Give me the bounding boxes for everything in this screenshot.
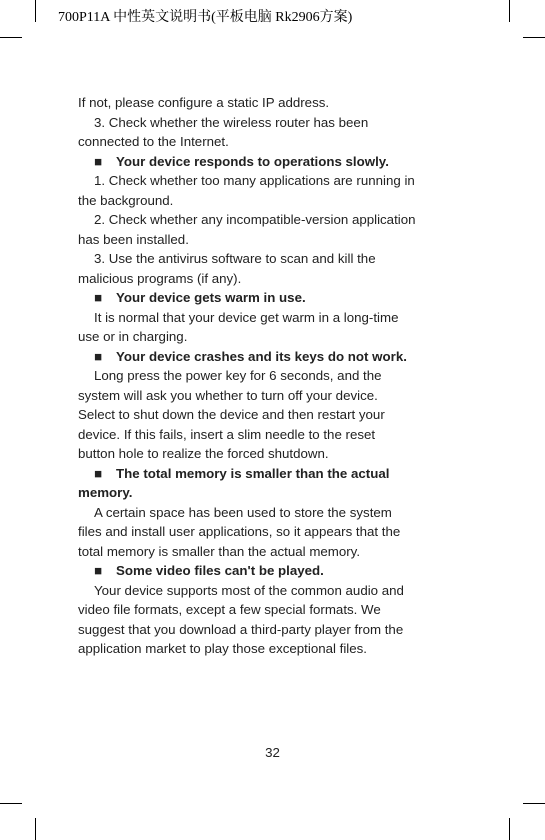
section-heading: [78, 152, 478, 172]
section-heading-text: Some video files can't be played.: [116, 563, 324, 578]
text-line: use or in charging.: [78, 329, 188, 344]
text-line: Long press the power key for 6 seconds, and the: [94, 368, 382, 383]
text-line: 1. Check whether too many applications are running in: [94, 173, 415, 188]
section-heading-text: Your device responds to operations slowly.: [116, 153, 389, 169]
bullet-square-icon: ■: [94, 290, 103, 305]
bullet-square-icon: ■: [94, 153, 103, 169]
text-line: application market to play those exceptional files.: [78, 641, 367, 656]
crop-mark-bottom-right-vertical: [509, 818, 510, 840]
bullet-square-icon: ■: [94, 348, 103, 364]
text-line: the background.: [78, 192, 174, 208]
section-heading: [78, 561, 478, 581]
section-heading-text: The total memory is smaller than the actual: [116, 465, 390, 481]
text-line: files and install user applications, so it appears that the: [78, 524, 401, 539]
section-heading: [78, 347, 478, 367]
bullet-square-icon: ■: [94, 465, 103, 481]
text-line: It is normal that your device get warm in a long-time: [94, 309, 399, 325]
section-heading: [78, 464, 478, 484]
text-line: A certain space has been used to store the system: [94, 504, 392, 520]
text-line: device. If this fails, insert a slim needle to the reset: [78, 426, 376, 442]
text-line: has been installed.: [78, 231, 189, 247]
text-line: If not, please configure a static IP address.: [78, 95, 330, 110]
crop-mark-top-left-horizontal: [0, 37, 22, 38]
crop-mark-top-right-horizontal: [523, 37, 545, 38]
troubleshooting-text: [78, 93, 478, 659]
text-line: Select to shut down the device and then restart your: [78, 407, 385, 422]
crop-mark-bottom-left-vertical: [35, 818, 36, 840]
crop-mark-top-right-vertical: [509, 0, 510, 22]
text-line: system will ask you whether to turn off your device.: [78, 387, 378, 403]
text-line: total memory is smaller than the actual memory.: [78, 543, 361, 559]
crop-mark-bottom-left-horizontal: [0, 803, 22, 804]
crop-mark-bottom-right-horizontal: [523, 803, 545, 804]
section-heading-text: Your device gets warm in use.: [116, 290, 306, 305]
section-heading: [78, 288, 478, 308]
section-heading-continuation: memory.: [78, 485, 133, 500]
crop-mark-top-left-vertical: [35, 0, 36, 22]
text-line: 3. Use the antivirus software to scan and kill the: [94, 251, 376, 266]
text-line: Your device supports most of the common audio and: [94, 582, 404, 598]
bullet-square-icon: ■: [94, 563, 103, 578]
page-number: 32: [265, 745, 280, 760]
text-line: 3. Check whether the wireless router has been: [94, 114, 369, 130]
text-line: 2. Check whether any incompatible-version application: [94, 212, 416, 227]
section-heading-text: Your device crashes and its keys do not work.: [116, 348, 407, 364]
document-header: 700P11A 中性英文说明书(平板电脑 Rk2906方案): [58, 10, 353, 25]
text-line: suggest that you download a third-party player from the: [78, 621, 404, 637]
text-line: connected to the Internet.: [78, 134, 229, 149]
text-line: malicious programs (if any).: [78, 270, 242, 286]
text-line: button hole to realize the forced shutdown.: [78, 446, 329, 461]
text-line: video file formats, except a few special formats. We: [78, 602, 381, 617]
